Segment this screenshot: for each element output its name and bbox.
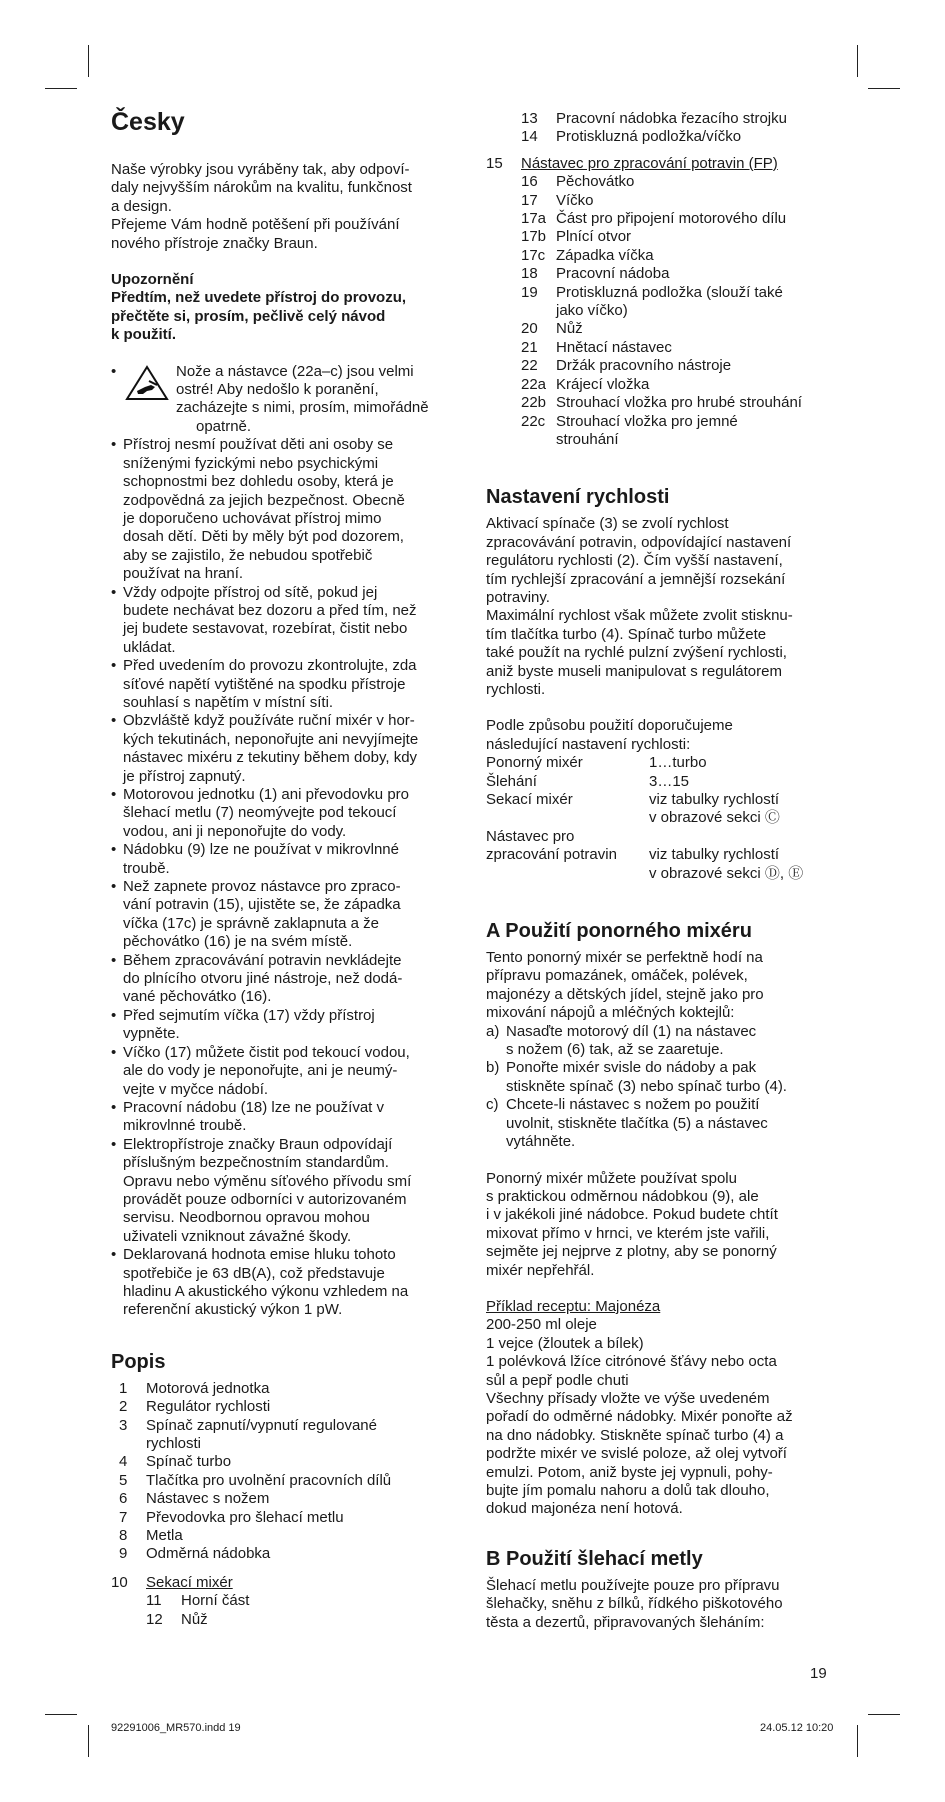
text-line: • Před uvedením do provozu zkontrolujte, zda	[123, 657, 417, 675]
bullet: •	[111, 362, 117, 380]
list-item: 16 Pěchovátko	[521, 173, 635, 191]
list-item	[111, 878, 461, 952]
page-title: Česky	[111, 108, 185, 136]
text-line: pěchovátko (16) je na svém místě.	[123, 933, 353, 951]
text-line: Nože a nástavce (22a–c) jsou velmi	[176, 362, 414, 380]
text-line: nástavec mixéru z tekutiny během doby, kdy	[123, 749, 418, 767]
text-line: používat na hraní.	[123, 565, 244, 583]
crop-mark	[88, 1725, 89, 1757]
crop-mark	[45, 1714, 77, 1715]
section-a-text2: Ponorný mixér můžete používat spolu s praktickou odměrnou nádobkou (9), ale i v jakékoli jiné nádobce. Pokud budete chtít mixovat přímo v hrnci, ve kterém jste vařili, sejměte jej nejprve z plotny, aby se ponorný mixér nepřehřál.	[486, 1169, 778, 1279]
text-line: vejte v myčce nádobí.	[123, 1080, 269, 1098]
text-line: referenční akustický výkon 1 pW.	[123, 1301, 343, 1319]
list-item: 21 Hnětací nástavec	[521, 338, 672, 356]
text-line: • Motorovou jednotku (1) ani převodovku pro	[123, 786, 409, 803]
text-line: aby se zajistilo, že nebudou spotřebič	[123, 546, 373, 564]
list-item	[111, 841, 461, 878]
list-item	[111, 786, 461, 841]
text-line: Naše výrobky jsou vyráběny tak, aby odpoví-	[111, 161, 410, 178]
text-line: Předtím, než uvedete přístroj do provozu,	[111, 289, 407, 307]
text-line: následující nastavení rychlosti:	[486, 735, 691, 753]
text-line: k použití.	[111, 326, 176, 344]
text-line: šlehací metlu (7) neomývejte pod tekoucí	[123, 804, 397, 822]
list-item: a) Nasaďte motorový díl (1) na nástavec s nožem (6) tak, až se zaaretuje.	[486, 1022, 757, 1059]
text-line: opatrně.	[196, 417, 252, 435]
text-line: • Deklarovaná hodnota emise hluku tohoto	[123, 1246, 396, 1264]
list-item: 9 Odměrná nádobka	[119, 1545, 271, 1563]
text-line: budete nechávat bez dozoru a před tím, než	[123, 601, 417, 619]
crop-mark	[88, 45, 89, 77]
section-b-text: Šlehací metlu používejte pouze pro přípravu šlehačky, sněhu z bílků, řídkého piškotového těsta a dezertů, připravovaných šleháním:	[486, 1576, 783, 1631]
recipe-title: Příklad receptu: Majonéza	[486, 1297, 661, 1315]
text-line: troubě.	[123, 859, 170, 877]
crop-mark	[868, 1714, 900, 1715]
text-line: • Elektropřístroje značky Braun odpovídají	[123, 1135, 393, 1153]
list-item: 22a Krájecí vložka	[521, 375, 650, 393]
text-line: dosah dětí. Děti by měly být pod dozorem,	[123, 528, 404, 546]
text-line: jej budete sestavovat, rozebírat, čistit nebo	[123, 620, 408, 638]
crop-mark	[45, 88, 77, 89]
list-item	[111, 436, 461, 583]
list-item: jako víčko)	[556, 302, 628, 320]
list-item: 13 Pracovní nádobka řezacího strojku	[521, 110, 787, 127]
text-line: daly nejvyšším nárokům na kvalitu, funkčnost	[111, 179, 412, 197]
text-line: je přístroj zapnutý.	[123, 767, 246, 785]
list-item: 2 Regulátor rychlosti	[119, 1398, 271, 1416]
text-line: přečtěte si, prosím, pečlivě celý návod	[111, 307, 386, 325]
list-item: 11 Horní část	[146, 1592, 250, 1610]
text-line: • Víčko (17) můžete čistit pod tekoucí vodou,	[123, 1043, 410, 1061]
text-line: Opravu nebo výměnu síťového přívodu smí	[123, 1172, 412, 1190]
list-item	[111, 1136, 461, 1246]
page-number: 19	[810, 1665, 827, 1682]
section-title-speed: Nastavení rychlosti	[486, 486, 670, 509]
list-item	[111, 712, 461, 786]
list-item: 17a Část pro připojení motorového dílu	[521, 210, 787, 228]
text-line: provádět pouze odborníci v autorizovaném	[123, 1190, 407, 1208]
speed-text: Aktivací spínače (3) se zvolí rychlost zpracovávání potravin, odpovídající nastavení regulátoru rychlosti (2). Čím vyšší nastavení, tím rychlejší zpracování a jemnější rozsekání potraviny. Maximální rychlost však můžete zvolit stisknu- tím tlačítka turbo (4). Spínač turbo můžete také použít na rychlé pulzní zvýšení rychlosti, aniž byste museli manipulovat s regulátorem rychlosti.	[486, 515, 793, 698]
safety-list	[111, 363, 461, 1320]
list-item: 18 Pracovní nádoba	[521, 265, 670, 283]
text-line: ukládat.	[123, 638, 176, 656]
table-row: zpracování potravin viz tabulky rychlostí	[486, 846, 780, 864]
text-line: vypněte.	[123, 1025, 180, 1043]
list-item: rychlosti	[146, 1435, 202, 1452]
text-line: spotřebiče je 63 dB(A), což představuje	[123, 1264, 385, 1282]
list-item: 22b Strouhací vložka pro hrubé strouhání	[521, 394, 802, 412]
left-column	[111, 108, 461, 1629]
list-item: 14 Protiskluzná podložka/víčko	[521, 128, 742, 146]
text-line: je doporučeno uchovávat přístroj mimo	[123, 509, 382, 527]
text-line: zodpovědná za jejich bezpečnost. Obecně	[123, 491, 405, 509]
list-item	[111, 952, 461, 1007]
list-item: 7 Převodovka pro šlehací metlu	[119, 1508, 344, 1526]
text-line: souhlasí s napětím v místní síti.	[123, 693, 334, 711]
text-line: Přejeme Vám hodně potěšení při používání	[111, 216, 400, 234]
text-line: mikrovlnné troubě.	[123, 1117, 247, 1135]
text-line: vání potravin (15), ujistěte se, že západka	[123, 896, 401, 914]
hand-blade-warning-icon	[125, 365, 169, 401]
text-line: schopnostmi bez dohledu osoby, která je	[123, 473, 394, 491]
list-item	[111, 1099, 461, 1136]
list-item: 15 Nástavec pro zpracování potravin (FP)	[486, 154, 778, 172]
text-line: příslušným bezpečnostním standardům.	[123, 1154, 389, 1172]
parts-list	[111, 1380, 461, 1629]
list-item: 8 Metla	[119, 1527, 183, 1545]
list-item: 10 Sekací mixér	[111, 1573, 233, 1591]
list-item	[111, 657, 461, 712]
list-item: 6 Nástavec s nožem	[119, 1490, 270, 1508]
list-item: 5 Tlačítka pro uvolnění pracovních dílů	[119, 1471, 392, 1489]
table-row: v obrazové sekci Ⓓ, Ⓔ	[649, 864, 804, 882]
section-title-b: B Použití šlehací metly	[486, 1547, 703, 1570]
list-item: c) Chcete-li nástavec s nožem po použití uvolnit, stiskněte tlačítka (5) a nástavec vytáhněte.	[486, 1096, 768, 1151]
footer-filename: 92291006_MR570.indd 19	[111, 1722, 241, 1734]
list-item: 20 Nůž	[521, 320, 583, 338]
list-item	[111, 584, 461, 658]
text-line: • Než zapnete provoz nástavce pro zpraco-	[123, 878, 401, 896]
text-line: vodou, ani ji neponořujte do vody.	[123, 822, 347, 840]
table-row: Sekací mixér viz tabulky rychlostí	[486, 791, 780, 808]
crop-mark	[868, 88, 900, 89]
text-line: • Přístroj nesmí používat děti ani osoby se	[123, 436, 394, 454]
text-line: • Nádobku (9) lze ne používat v mikrovlnné	[123, 841, 399, 859]
list-item: 22 Držák pracovního nástroje	[521, 357, 732, 375]
list-item: 4 Spínač turbo	[119, 1453, 232, 1471]
list-item: 17 Víčko	[521, 191, 594, 209]
text-line: zacházejte s nimi, prosím, mimořádně	[176, 399, 429, 417]
text-line: ale do vody je neponořujte, ani je neumý-	[123, 1062, 398, 1080]
list-item: 19 Protiskluzná podložka (slouží také	[521, 283, 783, 301]
footer-timestamp: 24.05.12 10:20	[760, 1722, 834, 1734]
text-line: a design.	[111, 197, 172, 215]
list-item: 3 Spínač zapnutí/vypnutí regulované	[119, 1416, 377, 1434]
list-item: b) Ponořte mixér svisle do nádoby a pak stiskněte spínač (3) nebo spínač turbo (4).	[486, 1059, 787, 1095]
crop-mark	[857, 1725, 858, 1757]
warning-block	[111, 271, 461, 345]
text-line: síťové napětí vytištěné na spodku přístroje	[123, 675, 406, 693]
text-line: víčka (17c) je správně zaklapnuta a že	[123, 914, 379, 932]
list-item	[111, 363, 461, 437]
section-title-a: A Použití ponorného mixéru	[486, 920, 752, 943]
text-line: Podle způsobu použití doporučujeme	[486, 717, 733, 735]
section-a-text: Tento ponorný mixér se perfektně hodí na přípravu pomazánek, omáček, polévek, majonézy a dětských jídel, stejně jako pro mixování nápojů a mléčných koktejlů:	[486, 949, 764, 1022]
table-row: Nástavec pro	[486, 827, 575, 845]
list-item	[111, 1044, 461, 1099]
list-item: 17c Západka víčka	[521, 246, 654, 264]
text-line: ostré! Aby nedošlo k poranění,	[176, 381, 379, 399]
text-line: kých tekutinách, neponořujte ani nevyjímejte	[123, 730, 419, 748]
text-line: uživateli vzniknout závažné škody.	[123, 1227, 352, 1245]
right-column	[486, 110, 831, 1632]
table-row: Ponorný mixér 1…turbo	[486, 754, 707, 772]
list-item: 12 Nůž	[146, 1610, 208, 1628]
text-line: servisu. Neodbornou opravou mohou	[123, 1209, 370, 1227]
speed-table	[486, 754, 803, 883]
text-line: • Vždy odpojte přístroj od sítě, pokud jej	[123, 583, 378, 601]
list-item	[111, 1246, 461, 1320]
text-line: hladinu A akustického výkonu vzhledem na	[123, 1282, 409, 1300]
text-line: vané pěchovátko (16).	[123, 988, 272, 1006]
text-line: nového přístroje značky Braun.	[111, 234, 318, 252]
text-line: • Během zpracovávání potravin nevkládejte	[123, 951, 402, 969]
intro-text	[111, 161, 461, 253]
crop-mark	[857, 45, 858, 77]
section-title-popis: Popis	[111, 1350, 166, 1373]
text-line: • Obzvláště když používáte ruční mixér v hor-	[123, 712, 415, 730]
list-item: 1 Motorová jednotka	[119, 1379, 270, 1397]
table-row: v obrazové sekci Ⓒ	[649, 809, 780, 827]
list-item: 17b Plnící otvor	[521, 228, 632, 246]
recipe-text: 200-250 ml oleje 1 vejce (žloutek a bílek) 1 polévková lžíce citrónové šťávy nebo octa sůl a pepř podle chuti Všechny přísady vložte ve výše uvedeném pořadí do odměrné nádobky. Mixér ponořte až na dno nádobky. Stiskněte spínač turbo (4) a podržte mixér ve svislé poloze, až olej vytvoří emulzi. Potom, aniž byste jej vypnuli, pohy- bujte jím pomalu nahoru a dolů tak dlouho, dokud majonéza není hotová.	[486, 1316, 793, 1518]
table-row: Šlehání 3…15	[486, 772, 690, 790]
text-line: • Před sejmutím víčka (17) vždy přístroj	[123, 1006, 375, 1024]
list-item	[111, 1007, 461, 1044]
list-item: strouhání	[556, 430, 619, 448]
list-item: 22c Strouhací vložka pro jemné	[521, 412, 738, 430]
parts-list-cont	[486, 110, 831, 449]
text-line: sníženými fyzickými nebo psychickými	[123, 454, 379, 472]
warning-heading: Upozornění	[111, 271, 194, 289]
text-line: do plnícího otvoru jiné nástroje, než dodá-	[123, 970, 403, 988]
text-line: • Pracovní nádobu (18) lze ne používat v	[123, 1098, 384, 1116]
